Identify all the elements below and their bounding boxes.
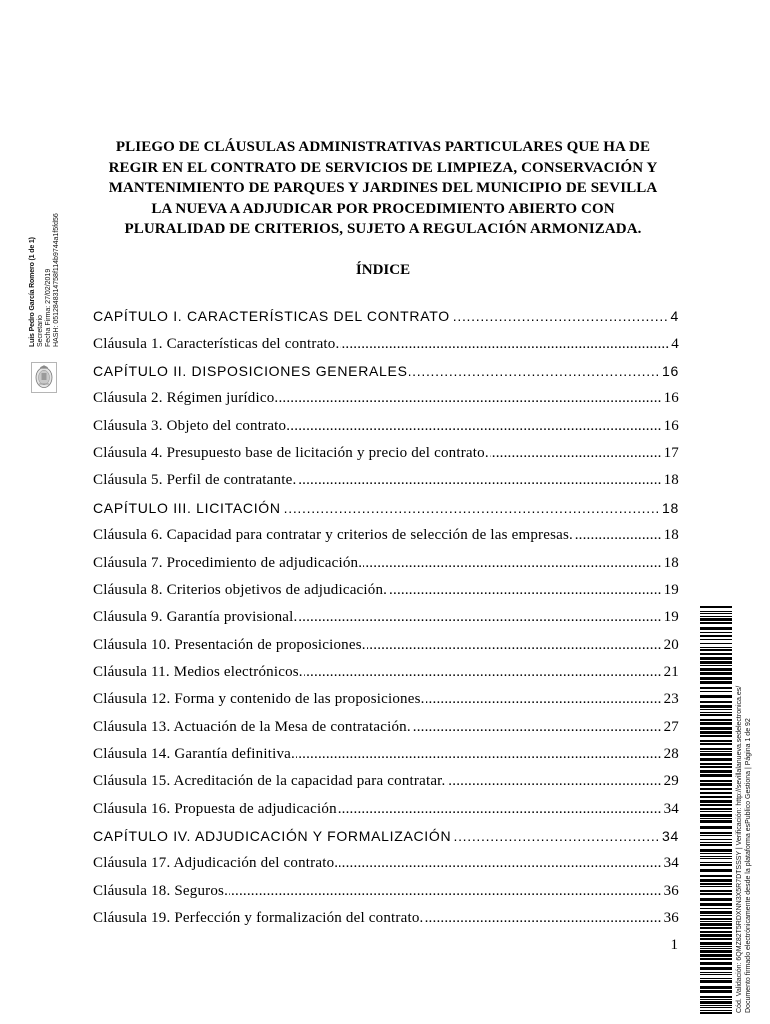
barcode-bar [700,618,732,621]
barcode-bar [700,627,732,630]
barcode-bar [700,792,732,794]
toc-dot-leader [412,714,662,741]
barcode-bar [700,927,732,929]
toc-clause-entry[interactable] [93,467,679,494]
document-title [80,137,686,240]
toc-chapter-entry[interactable] [93,303,679,330]
barcode-bar [700,862,732,863]
toc-dot-leader [388,577,661,604]
barcode-bar [700,616,732,617]
barcode-bar [700,826,732,829]
toc-dot-leader [338,796,662,823]
barcode-bar [700,751,732,752]
barcode-bar [700,657,732,660]
barcode-bar [700,844,732,846]
barcode-bar [700,770,732,773]
barcode-bar [700,780,732,782]
barcode-bar [700,653,732,655]
toc-clause-entry[interactable] [93,686,679,713]
toc-page-number: 36 [663,882,679,899]
toc-dot-leader [279,385,661,412]
barcode-bar [700,996,732,998]
barcode-bar [700,731,732,734]
barcode-bar [700,879,732,882]
barcode-bar [700,639,732,640]
barcode-bar [700,811,732,812]
title-line: REGIR EN EL CONTRATO DE SERVICIOS DE LIMPIEZA, CONSERVACIÓN Y [108,159,658,176]
title-line: MANTENIMIENTO DE PARQUES Y JARDINES DEL MUNICIPIO DE SEVILLA [108,180,658,196]
platform-note: Documento firmado electrónicamente desde la plataforma esPublico Gestiona | Página 1 de 92 [745,718,752,1013]
barcode-bar [700,818,732,819]
toc-chapter-entry[interactable] [93,358,679,385]
barcode-bar [700,763,732,765]
toc-entry-title: Cláusula 6. Capacidad para contratar y criterios de selección de las empresas. [93,527,573,544]
toc-clause-entry[interactable] [93,440,679,467]
title-line: PLIEGO DE CLÁUSULAS ADMINISTRATIVAS PARTICULARES QUE HA DE [115,139,651,155]
barcode-bar [700,622,732,624]
toc-clause-entry[interactable] [93,878,679,905]
toc-page-number: 34 [663,800,679,817]
barcode-bar [700,635,732,637]
toc-entry-title: Cláusula 18. Seguros. [93,882,229,899]
toc-page-number: 4 [671,335,679,352]
toc-page-number: 18 [663,554,679,571]
toc-page-number: 29 [663,773,679,790]
toc-entry-title: CAPÍTULO II. DISPOSICIONES GENERALES [93,363,408,380]
barcode-bar [700,921,732,922]
toc-entry-title: CAPÍTULO IV. ADJUDICACIÓN Y FORMALIZACIÓN [93,828,452,845]
toc-dot-leader [298,604,661,631]
toc-clause-entry[interactable] [93,522,679,549]
toc-dot-leader [304,659,662,686]
barcode-bar [700,709,732,710]
title-line: LA NUEVA A ADJUDICAR POR PROCEDIMIENTO ABIERTO CON [151,200,615,217]
barcode-bar [700,832,732,834]
barcode-bar [700,918,732,920]
toc-page-number: 16 [663,390,679,407]
barcode-bar [700,978,732,979]
barcode-bar [700,842,732,843]
barcode-bar [700,753,732,756]
signature-stamp [29,189,61,347]
signature-hash: HASH: 0512848314758f114b9744a1f5fd56 [53,213,60,347]
toc-clause-entry[interactable] [93,385,679,412]
toc-page-number: 17 [663,445,679,462]
barcode-bar [700,908,732,909]
barcode-bar [700,632,732,633]
barcode-bar [700,858,732,859]
barcode-bar [700,649,732,651]
toc-entry-title: Cláusula 11. Medios electrónicos. [93,663,303,680]
toc-dot-leader [447,768,662,795]
barcode-bar [700,820,732,823]
barcode-bar [700,869,732,872]
toc-entry-title: Cláusula 14. Garantía definitiva. [93,746,295,763]
barcode-bar [700,938,732,940]
toc-page-number: 27 [663,718,679,735]
barcode-bar [700,990,732,993]
toc-dot-leader [452,823,660,850]
toc-list [93,303,679,932]
toc-page-number: 34 [663,855,679,872]
barcode-bar [700,647,732,648]
toc-dot-leader [339,850,661,877]
barcode-bar [700,839,732,840]
toc-entry-title: Cláusula 15. Acreditación de la capacidad para contratar. [93,773,446,790]
barcode-bar [700,705,732,708]
toc-clause-entry[interactable] [93,796,679,823]
title-line: PLURALIDAD DE CRITERIOS, SUJETO A REGULACIÓN ARMONIZADA. [124,221,642,237]
toc-dot-leader [296,741,662,768]
barcode-bar [700,958,732,960]
toc-dot-leader [291,413,661,440]
toc-clause-entry[interactable] [93,331,679,358]
toc-chapter-entry[interactable] [93,823,679,850]
toc-entry-title: Cláusula 16. Propuesta de adjudicación [93,800,337,817]
barcode-bar [700,677,732,680]
toc-page-number: 19 [663,581,679,598]
barcode-bar [700,661,732,664]
toc-clause-entry[interactable] [93,850,679,877]
toc-dot-leader [451,303,669,330]
toc-entry-title: Cláusula 2. Régimen jurídico. [93,390,279,407]
barcode-bar [700,722,732,725]
toc-entry-title: CAPÍTULO I. CARACTERÍSTICAS DEL CONTRATO [93,308,450,325]
barcode-bar [700,853,732,854]
barcode-bar [700,808,732,810]
barcode-bar [700,665,732,666]
barcode-bar [700,974,732,975]
barcode-bar [700,783,732,786]
toc-page-number: 28 [663,746,679,763]
barcode-bar [700,934,732,937]
validation-code: Cód. Validación: 6QMZ82T5RDXNN3X5R7DTSSSY | Verificación: http://sevillalanueva.sedelectronica.es/ [736,685,743,1013]
barcode-bar [700,1012,732,1014]
toc-entry-title: Cláusula 3. Objeto del contrato. [93,417,291,434]
barcode-bar [700,800,732,803]
barcode-bar [700,962,732,965]
toc-chapter-entry[interactable] [93,495,679,522]
toc-dot-leader [367,632,662,659]
toc-entry-title: Cláusula 12. Forma y contenido de las proposiciones. [93,691,425,708]
toc-entry-title: Cláusula 5. Perfil de contratante. [93,472,297,489]
barcode-bar [700,611,732,612]
barcode-bar [700,835,732,836]
barcode-bar [700,748,732,750]
barcode-bar [700,788,732,790]
barcode-bar [700,743,732,745]
barcode-bar [700,898,732,901]
barcode-bar [700,950,732,953]
barcode-bar [700,946,732,947]
toc-page-number: 18 [662,499,679,516]
signature-date: Fecha Firma: 27/02/2019 [45,268,52,347]
toc-entry-title: Cláusula 4. Presupuesto base de licitación y precio del contrato. [93,445,489,462]
toc-clause-entry[interactable] [93,768,679,795]
signer-name: Luis Pedro García Romero (1 de 1) [29,237,36,347]
barcode-bar [700,691,732,692]
barcode-bar [700,999,732,1000]
toc-page-number: 21 [663,663,679,680]
barcode-bar [700,804,732,806]
toc-dot-leader [282,495,660,522]
barcode-bar [700,893,732,895]
barcode-bar [700,681,732,684]
toc-clause-entry[interactable] [93,905,679,932]
toc-clause-entry[interactable] [93,659,679,686]
barcode-bar [700,814,732,817]
barcode-icon [700,606,732,1015]
toc-page-number: 36 [663,910,679,927]
barcode-bar [700,856,732,857]
toc-dot-leader [340,331,669,358]
barcode-bar [700,1001,732,1004]
barcode-bar [700,1010,732,1011]
toc-clause-entry[interactable] [93,604,679,631]
toc-dot-leader [229,878,662,905]
barcode-bar [700,972,732,973]
barcode-bar [700,883,732,885]
toc-clause-entry[interactable] [93,714,679,741]
barcode-bar [700,687,732,689]
toc-page-number: 34 [662,828,679,845]
barcode-bar [700,774,732,777]
toc-entry-title: Cláusula 7. Procedimiento de adjudicación. [93,554,363,571]
barcode-bar [700,1007,732,1008]
barcode-bar [700,967,732,970]
index-heading: ÍNDICE [355,262,411,278]
barcode-bar [700,796,732,798]
barcode-bar [700,727,732,730]
toc-clause-entry[interactable] [93,577,679,604]
toc-page-number: 16 [662,363,679,380]
barcode-bar [700,886,732,887]
barcode-bar [700,1005,732,1006]
barcode-bar [700,875,732,877]
barcode-bar [700,613,732,614]
toc-dot-leader [425,905,662,932]
seal-icon [31,362,57,393]
toc-dot-leader [409,358,660,385]
barcode-bar [700,849,732,852]
validation-strip [735,618,753,1013]
barcode-bar [700,911,732,914]
barcode-bar [700,931,732,933]
toc-page-number: 23 [663,691,679,708]
page-number: 1 [670,937,678,953]
toc-page-number: 4 [670,308,679,325]
barcode-bar [700,903,732,906]
barcode-bar [700,712,732,713]
barcode-bar [700,606,732,608]
toc-dot-leader [426,686,662,713]
barcode-bar [700,890,732,892]
barcode-bar [700,740,732,742]
toc-page-number: 18 [663,472,679,489]
barcode-bar [700,980,732,983]
barcode-bar [700,735,732,737]
toc-dot-leader [574,522,662,549]
barcode-bar [700,701,732,703]
barcode-bar [700,695,732,698]
barcode-bar [700,643,732,644]
toc-entry-title: Cláusula 8. Criterios objetivos de adjudicación. [93,581,388,598]
barcode-bar [700,668,732,671]
toc-page-number: 19 [663,609,679,626]
barcode-bar [700,758,732,761]
toc-entry-title: Cláusula 17. Adjudicación del contrato. [93,855,339,872]
toc-page-number: 16 [663,417,679,434]
barcode-bar [700,954,732,957]
barcode-bar [700,714,732,716]
barcode-bar [700,948,732,949]
barcode-bar [700,719,732,721]
barcode-bar [700,923,732,926]
toc-page-number: 20 [663,636,679,653]
toc-clause-entry[interactable] [93,413,679,440]
barcode-bar [700,942,732,945]
toc-clause-entry[interactable] [93,741,679,768]
toc-entry-title: Cláusula 1. Características del contrato. [93,335,340,352]
toc-entry-title: Cláusula 13. Actuación de la Mesa de contratación. [93,718,411,735]
toc-entry-title: CAPÍTULO III. LICITACIÓN [93,499,281,516]
toc-page-number: 18 [663,527,679,544]
toc-entry-title: Cláusula 19. Perfección y formalización del contrato. [93,910,424,927]
toc-clause-entry[interactable] [93,550,679,577]
toc-entry-title: Cláusula 10. Presentación de proposiciones. [93,636,366,653]
toc-dot-leader [490,440,662,467]
barcode-bar [700,672,732,675]
signer-role: Secretario [37,315,44,347]
barcode-bar [700,915,732,916]
toc-entry-title: Cláusula 9. Garantía provisional. [93,609,298,626]
toc-clause-entry[interactable] [93,632,679,659]
barcode-bar [700,864,732,866]
toc-dot-leader [363,550,661,577]
barcode-bar [700,986,732,989]
barcode-bar [700,766,732,768]
toc-dot-leader [297,467,661,494]
